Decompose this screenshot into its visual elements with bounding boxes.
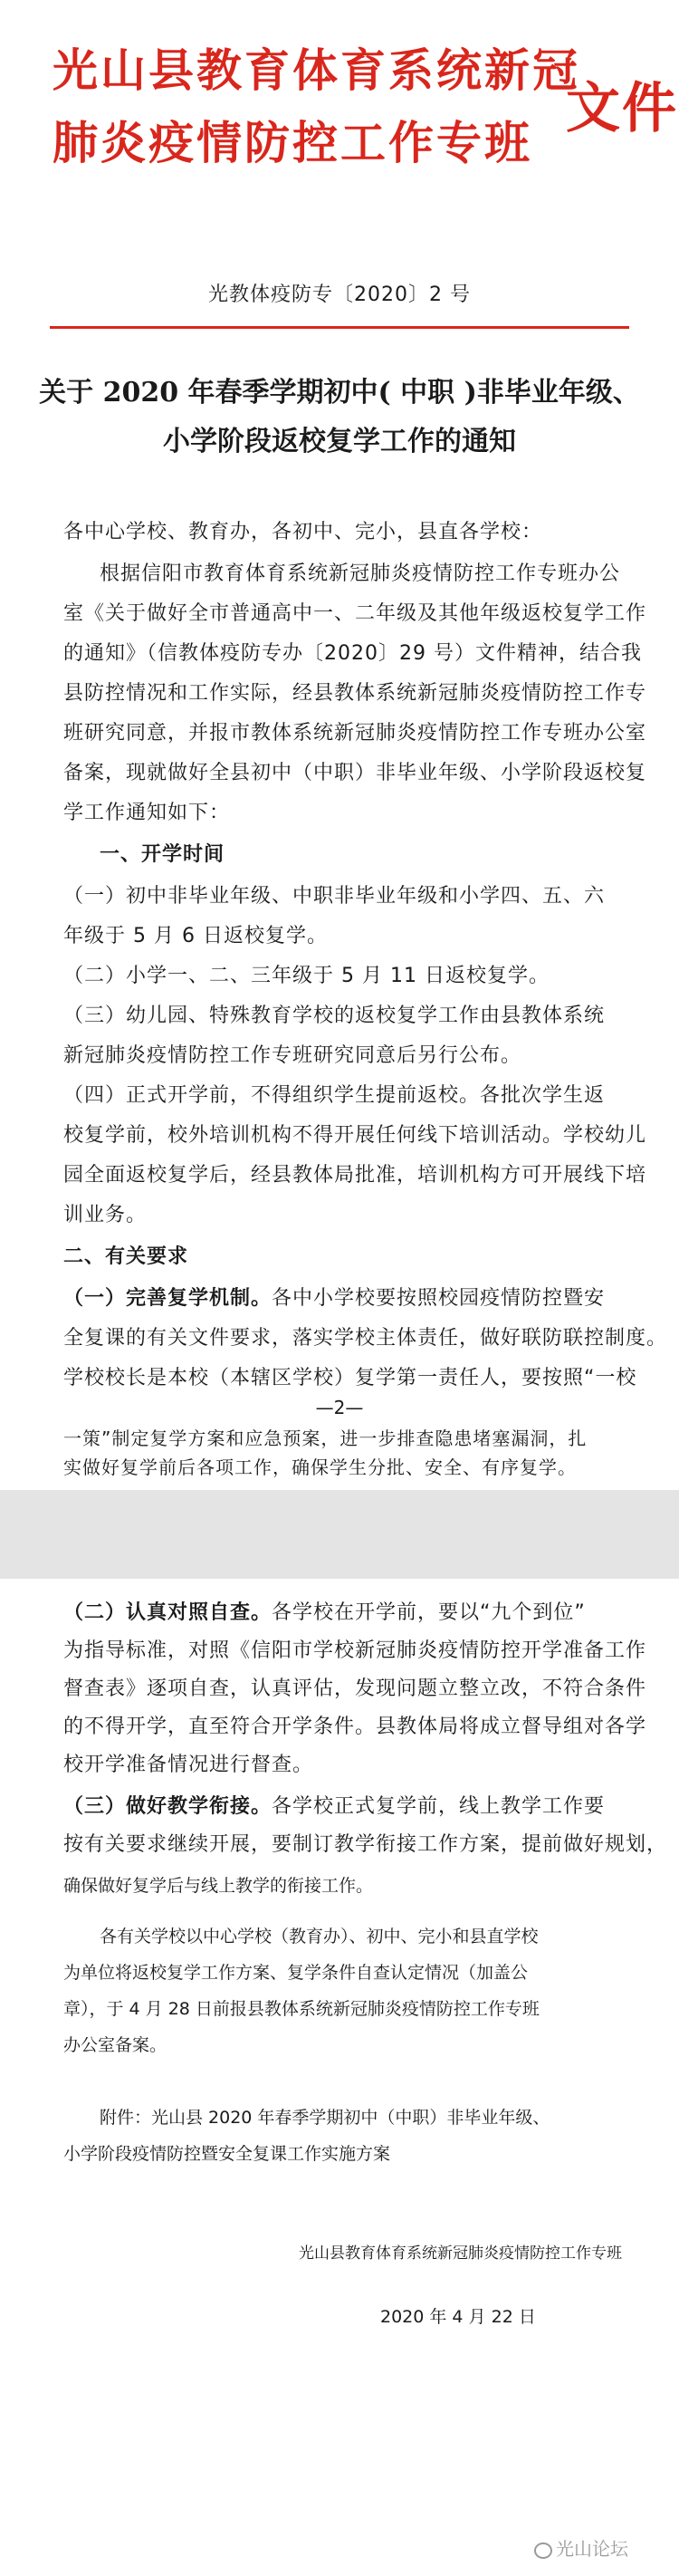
- section-2-heading: 二、有关要求: [63, 1245, 189, 1268]
- attachment-line: 小学阶段疫情防控暨安全复课工作实施方案: [63, 2144, 391, 2164]
- page-number: —2—: [315, 1397, 364, 1418]
- requirement-1-text: 各中小学校要按照校园疫情防控暨安: [272, 1287, 606, 1310]
- weibo-icon: [534, 2542, 552, 2559]
- requirement-line: 学校校长是本校（本辖区学校）复学第一责任人，要按照“一校: [63, 1367, 637, 1389]
- schedule-line: 新冠肺炎疫情防控工作专班研究同意后另行公布。: [63, 1044, 522, 1067]
- schedule-line: 校复学前，校外培训机构不得开展任何线下培训活动。学校幼儿: [63, 1124, 647, 1147]
- continuation-line: 确保做好复学后与线上教学的衔接工作。: [63, 1876, 374, 1896]
- header-title-line-2: 肺炎疫情防控工作专班: [53, 116, 532, 169]
- requirement-line: 校开学准备情况进行督查。: [63, 1754, 314, 1776]
- requirement-1-title: （一）完善复学机制。: [63, 1286, 273, 1310]
- signature-date: 2020 年 4 月 22 日: [380, 2307, 536, 2327]
- requirement-1-first-line: [63, 1283, 605, 1311]
- watermark: [534, 2534, 628, 2561]
- intro-line: 室《关于做好全市普通高中一、二年级及其他年级返校复学工作: [63, 602, 647, 625]
- red-divider: [50, 326, 629, 329]
- intro-line: 县防控情况和工作实际，经县教体系统新冠肺炎疫情防控工作专: [63, 682, 647, 705]
- document-number: 光教体疫防专〔2020〕2 号: [208, 284, 471, 306]
- page-separator: [0, 1490, 679, 1579]
- schedule-line: （二）小学一、二、三年级于 5 月 11 日返校复学。: [63, 965, 550, 987]
- requirement-line: 的不得开学，直至符合开学条件。县教体局将成立督导组对各学: [63, 1716, 647, 1738]
- header-wenjian: 文件: [566, 77, 678, 140]
- intro-line: 班研究同意，并报市教体系统新冠肺炎疫情防控工作专班办公室: [63, 722, 647, 745]
- schedule-line: （四）正式开学前，不得组织学生提前返校。各批次学生返: [63, 1084, 606, 1107]
- attachment-line: 附件：光山县 2020 年春季学期初中（中职）非毕业年级、: [100, 2108, 550, 2128]
- notice-title-line-2: 小学阶段返校复学工作的通知: [163, 426, 516, 457]
- schedule-line: 园全面返校复学后，经县教体局批准，培训机构方可开展线下培: [63, 1164, 647, 1187]
- schedule-line: （一）初中非毕业年级、中职非毕业年级和小学四、五、六: [63, 885, 606, 908]
- section-1-heading: 一、开学时间: [100, 842, 225, 866]
- requirement-3-first-line: [63, 1791, 605, 1819]
- intro-line: 根据信阳市教育体育系统新冠肺炎疫情防控工作专班办公: [100, 562, 621, 585]
- intro-line: 的通知》（信教体疫防专办〔2020〕29 号）文件精神，结合我: [63, 642, 642, 665]
- requirement-3-text: 各学校正式复学前，线上教学工作要: [272, 1795, 606, 1818]
- requirement-2-first-line: [63, 1597, 586, 1625]
- addressee: 各中心学校、教育办，各初中、完小，县直各学校：: [63, 521, 543, 543]
- schedule-line: 训业务。: [63, 1204, 148, 1226]
- requirement-line: 实做好复学前后各项工作，确保学生分批、安全、有序复学。: [63, 1456, 577, 1478]
- submission-line: 章），于 4 月 28 日前报县教体系统新冠肺炎疫情防控工作专班: [63, 1999, 540, 2019]
- requirement-2-text: 各学校在开学前，要以“九个到位”: [272, 1601, 586, 1624]
- watermark-text: 光山论坛: [556, 2538, 628, 2560]
- requirement-line: 一策”制定复学方案和应急预案，进一步排查隐患堵塞漏洞，扎: [63, 1427, 588, 1449]
- submission-line: 各有关学校以中心学校（教育办）、初中、完小和县直学校: [100, 1927, 539, 1946]
- intro-line: 学工作通知如下：: [63, 802, 231, 824]
- submission-line: 办公室备案。: [63, 2035, 167, 2055]
- header-title-line-1: 光山县教育体育系统新冠: [53, 43, 580, 97]
- requirement-line: 全复课的有关文件要求，落实学校主体责任，做好联防联控制度。: [63, 1327, 668, 1350]
- requirement-3-title: （三）做好教学衔接。: [63, 1794, 273, 1818]
- schedule-line: 年级于 5 月 6 日返校复学。: [63, 925, 328, 947]
- intro-line: 备案，现就做好全县初中（中职）非毕业年级、小学阶段返校复: [63, 762, 647, 784]
- schedule-line: （三）幼儿园、特殊教育学校的返校复学工作由县教体系统: [63, 1004, 606, 1027]
- requirement-line: 督查表》逐项自查，认真评估，发现问题立整立改，不符合条件: [63, 1677, 647, 1700]
- signature-organization: 光山县教育体育系统新冠肺炎疫情防控工作专班: [299, 2244, 622, 2263]
- notice-title-line-1: 关于 2020 年春季学期初中( 中职 )非毕业年级、: [39, 377, 640, 409]
- requirement-2-title: （二）认真对照自查。: [63, 1600, 273, 1624]
- document-page-2: [0, 1579, 679, 2576]
- requirement-line: 为指导标准，对照《信阳市学校新冠肺炎疫情防控开学准备工作: [63, 1639, 647, 1662]
- submission-line: 为单位将返校复学工作方案、复学条件自查认定情况（加盖公: [63, 1963, 529, 1983]
- requirement-line: 按有关要求继续开展，要制订教学衔接工作方案，提前做好规划，: [63, 1833, 668, 1856]
